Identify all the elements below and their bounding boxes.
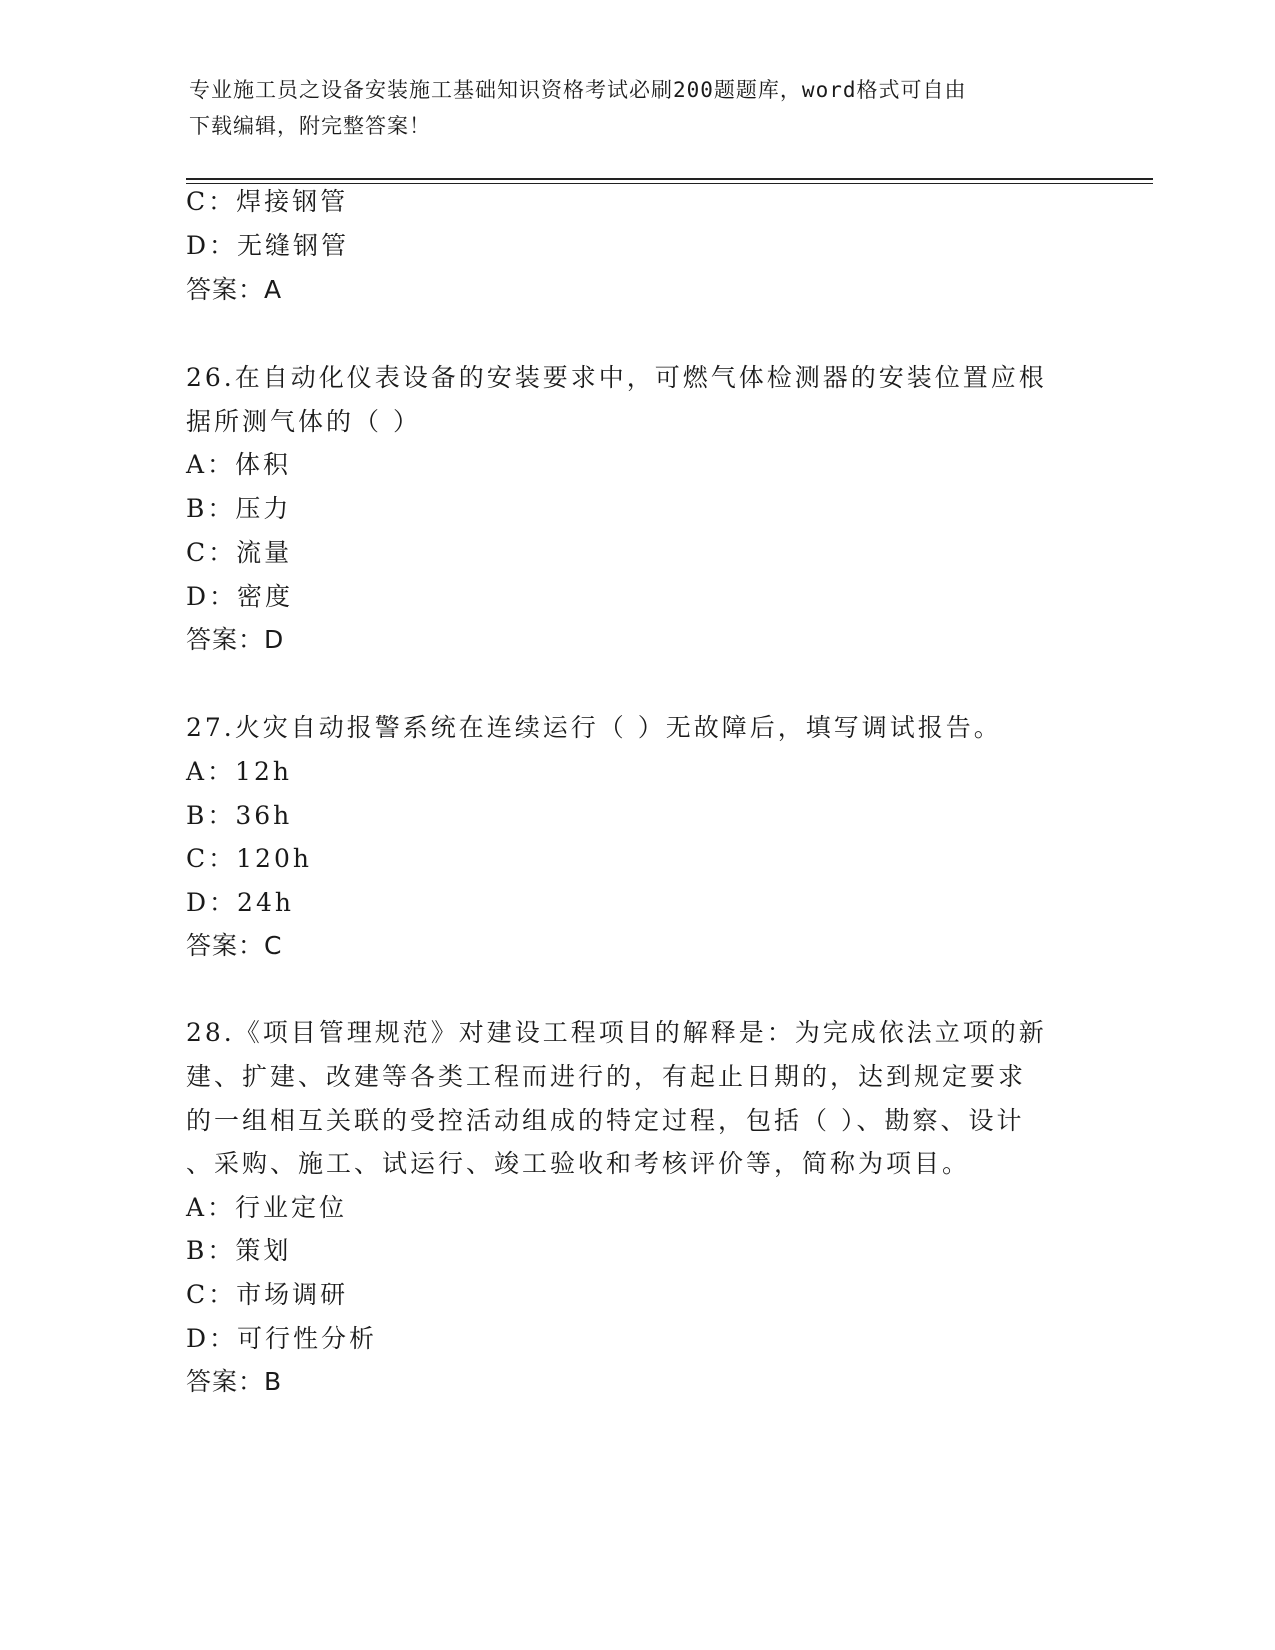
q25-answer: 答案：A [186,275,283,304]
q26-option-c: C：流量 [186,538,293,567]
q25-option-c: C：焊接钢管 [186,187,349,216]
q27-text-line-1: 27.火灾自动报警系统在连续运行（ ）无故障后，填写调试报告。 [186,713,1002,742]
q26-answer: 答案：D [186,625,285,654]
q28-answer: 答案：B [186,1367,283,1396]
q26-option-d: D：密度 [186,582,294,611]
q28-text-line-3: 的一组相互关联的受控活动组成的特定过程，包括（ ）、勘察、设计 [186,1106,1025,1135]
header-line-2: 下载编辑，附完整答案！ [189,114,431,138]
q27-answer: 答案：C [186,931,283,960]
q27-option-a: A：12h [186,757,292,786]
q26-text-line-2: 据所测气体的（ ） [186,407,421,436]
q27-option-d: D：24h [186,888,294,917]
q28-option-a: A：行业定位 [186,1193,348,1222]
q28-text-line-4: 、采购、施工、试运行、竣工验收和考核评价等，简称为项目。 [186,1149,971,1178]
q28-option-d: D：可行性分析 [186,1324,378,1353]
q28-option-b: B：策划 [186,1236,292,1265]
q26-option-b: B：压力 [186,494,292,523]
q28-text-line-1: 28.《项目管理规范》对建设工程项目的解释是：为完成依法立项的新 [186,1018,1047,1047]
q26-option-a: A：体积 [186,450,292,479]
document-header [189,72,1069,144]
q27-option-c: C：120h [186,844,312,873]
q27-option-b: B：36h [186,801,293,830]
q28-option-c: C：市场调研 [186,1280,349,1309]
header-line-1: 专业施工员之设备安装施工基础知识资格考试必刷200题题库，word格式可自由 [189,78,967,102]
q28-text-line-2: 建、扩建、改建等各类工程而进行的，有起止日期的，达到规定要求 [186,1062,1027,1091]
q26-text-line-1: 26.在自动化仪表设备的安装要求中，可燃气体检测器的安装位置应根 [186,363,1047,392]
q25-option-d: D：无缝钢管 [186,231,350,260]
